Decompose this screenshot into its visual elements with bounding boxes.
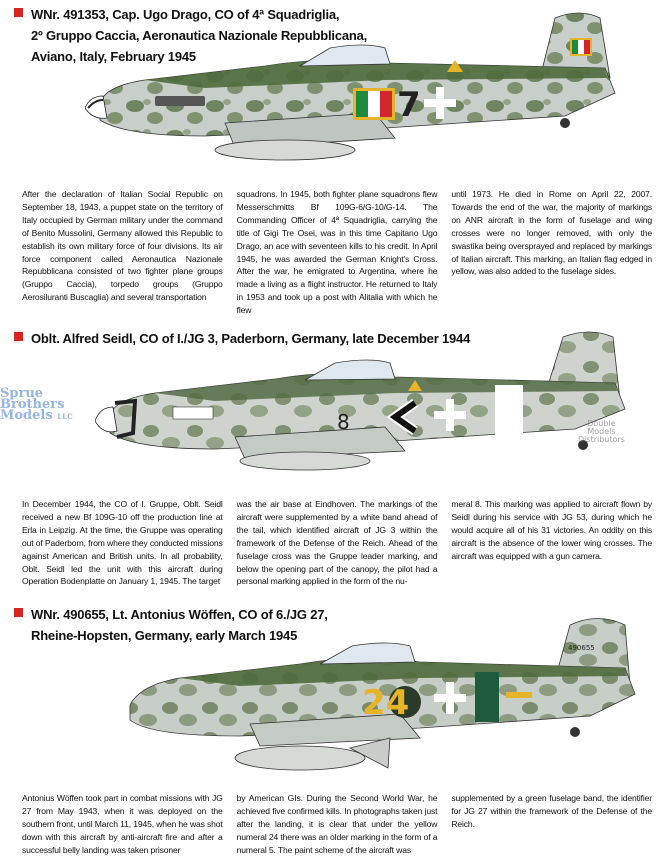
aircraft-numeral: 7 <box>397 85 421 125</box>
text-column: until 1973. He died in Rome on April 22, 2007. Towards the end of the war, the majority of markings on ANR aircraft in the form of fuselage and wing crosses were no longer removed, with only the swastika being oversprayed and replaced by markings of Italian aircraft. This marking, an Italian flag edged in yellow, was also added to the fuselage sides. <box>451 189 653 277</box>
aircraft-profile-illustration <box>85 8 645 183</box>
text-column: meral 8. This marking was applied to aircraft flown by Seidl during his service with JG 53, during which he would acquire all of his 31 victories. An oddity on this aircraft is the absence of the lower wing crosses. The aircraft was equipped with a gun camera. <box>451 499 653 561</box>
tail-number: 490655 <box>568 644 595 652</box>
profile-section-3 <box>0 600 669 861</box>
watermark-logo: Sprue Brothers Models LLC <box>0 386 73 423</box>
profile-section-2 <box>0 300 669 600</box>
title-line: WNr. 491353, Cap. Ugo Drago, CO of 4ª Squadriglia, <box>31 7 340 22</box>
text-column: In December 1944, the CO of I. Gruppe, Oblt. Seidl received a new Bf 109G-10 off the production line at Erla in Leipzig. At the time, the Gruppe was operating out of Paderborn, from where they conducted missions against American and British units. In all probability, Oblt. Seidl led the unit with this aircraft during Operation Bodenplatte on January 1, 1945. The target <box>22 499 223 587</box>
aircraft-numeral: 24 <box>362 683 410 723</box>
aircraft-numeral: 8 <box>337 410 350 434</box>
description-text <box>22 188 652 317</box>
title-bullet-icon <box>14 8 23 17</box>
title-line: Aviano, Italy, February 1945 <box>31 49 196 64</box>
aircraft-profile-illustration <box>120 610 660 785</box>
text-column: supplemented by a green fuselage band, the identifier for JG 27 within the framework of the Defense of the Reich. <box>451 793 653 829</box>
description-text <box>22 792 652 857</box>
text-column: squadrons. In 1945, both fighter plane squadrons flew Messerschmitts Bf 109G-6/G-10/G-14. The Commanding Officer of 4ª Squadriglia, carrying the title of Gigi Tre Osei, was in this time Capitano Ugo Drago, an ace with seventeen kills to his credit. In April 1945, he was awarded the German Knight's Cross. After the war, he emigrated to Argentina, where he made a living as a flight instructor. He returned to Italy in 1953 and took up a post with Alitalia with which he flew <box>236 189 438 316</box>
text-column: by American GIs. During the Second World War, he achieved five confirmed kills. In photographs taken just after the landing, it is clear that under the yellow numeral 24 there was an older marking in the form of a numeral 5. The paint scheme of the aircraft was <box>236 793 438 855</box>
text-column: After the declaration of Italian Social Republic on September 18, 1943, a puppet state on the territory of Italy occupied by German military under the command of Benito Mussolini, Germany allowed this Republic to establish its own military force of four divisions. Its air force component called Aeronautica Nazionale Repubblicana consisted of two fighter plane groups (Gruppo Caccia), torpedo groups (Gruppo Aerosiluranti Buscaglia) and several transportation <box>22 189 223 303</box>
title-line: 2º Gruppo Caccia, Aeronautica Nazionale Repubblicana, <box>31 28 368 43</box>
title-line: Rheine-Hopsten, Germany, early March 1945 <box>31 628 298 643</box>
text-column: was the air base at Eindhoven. The markings of the aircraft were supplemented by a white band ahead of the tail, which identified aircraft of JG 3 within the framework of the Defense of the Reich. Ahead of the fuselage cross was the Gruppe leader marking, and below the opening part of the canopy, the pilot had a personal marking applied in the form of the nu- <box>236 499 438 587</box>
title-line: WNr. 490655, Lt. Antonius Wöffen, CO of 6./JG 27, <box>31 607 328 622</box>
title-line: Oblt. Alfred Seidl, CO of I./JG 3, Paderborn, Germany, late December 1944 <box>31 331 471 346</box>
aircraft-profile-illustration <box>95 325 655 495</box>
title-bullet-icon <box>14 608 23 617</box>
text-column: Antonius Wöffen took part in combat missions with JG 27 from May 1943, when it was deployed on the southern front, until March 11, 1945, when he was shot down with this aircraft by anti-aircraft fire and after a successful belly landing was taken prisoner <box>22 793 223 855</box>
profile-section-1 <box>0 0 669 316</box>
title-bullet-icon <box>14 332 23 341</box>
description-text <box>22 498 652 588</box>
watermark-logo: Double Models Distributors <box>578 419 625 444</box>
